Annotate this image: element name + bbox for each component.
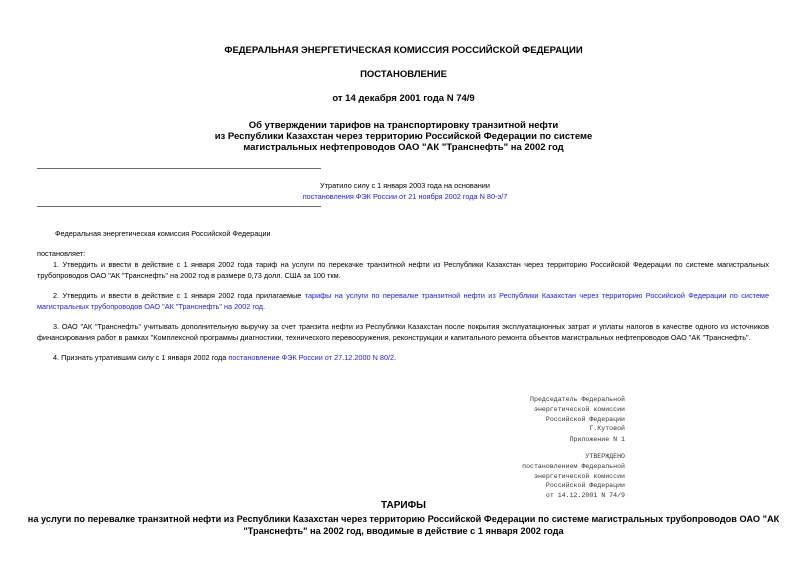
signature-line-3: Российской Федерации	[545, 415, 625, 423]
paragraph-4	[37, 352, 769, 363]
tariffs-heading: ТАРИФЫ	[381, 500, 426, 511]
approval-line-4: от 14.12.2001 N 74/9	[545, 492, 625, 500]
status-note	[300, 180, 510, 202]
intro-text: Федеральная энергетическая комиссия Российской Федерации	[55, 229, 271, 238]
document-title	[0, 120, 807, 153]
document-date: от 14 декабря 2001 года N 74/9	[332, 93, 475, 104]
approval-stamp: УТВЕРЖДЕНО	[585, 453, 625, 460]
signature-line-1: Председатель Федеральной	[530, 396, 625, 403]
title-line-3: магистральных нефтепроводов ОАО "АК "Транснефть" на 2002 год	[243, 142, 564, 153]
document-type: ПОСТАНОВЛЕНИЕ	[360, 69, 447, 80]
paragraph-3: 3. ОАО "АК "Транснефть" учитывать дополнительную выручку за счет транзита нефти из Республики Казахстан после покрытия эксплуатационных затрат и уплаты налогов в качестве одного из источников финансирования работ в рамках "Комплексной программы диагностики, технического перевооружения, реконструкции и капитального ремонта объектов магистральных нефтепроводов ОАО "АК "Транснефть".	[37, 322, 769, 342]
signature-block	[480, 395, 625, 434]
signature-name: Г.Кутовой	[589, 425, 625, 433]
tariffs-subtitle	[0, 514, 807, 537]
status-note-text: Утратило силу с 1 января 2003 года на основании	[320, 181, 490, 190]
tariffs-subtitle-line-2: "Транснефть" на 2002 год, вводимые в действие с 1 января 2002 года	[243, 525, 564, 536]
paragraph-2	[37, 290, 769, 312]
approval-line-2: энергетической комиссии	[533, 472, 625, 480]
approval-block	[480, 452, 625, 501]
divider-top	[37, 168, 321, 169]
paragraph-4-prefix: 4. Признать утратившим силу с 1 января 2002 года	[53, 353, 229, 362]
paragraph-4-suffix: .	[394, 353, 397, 362]
tariffs-subtitle-line-1: на услуги по перевалке транзитной нефти из Республики Казахстан через территорию Российской Федерации по системе магистральных трубопроводов ОАО "АК	[27, 514, 780, 524]
tariffs-appendix-link[interactable]: тарифы на услуги по перевалке транзитной нефти из Республики Казахстан через территорию Российской Федерации по системе магистральных трубопроводов ОАО "АК "Транснефть" на 2002 год	[37, 291, 769, 311]
signature-line-2: энергетической комиссии	[533, 405, 625, 413]
appendix-label: Приложение N 1	[569, 436, 625, 443]
approval-line-3: Российской Федерации	[545, 482, 625, 490]
title-line-2: из Республики Казахстан через территорию Российской Федерации по системе	[214, 131, 593, 142]
status-note-link[interactable]: постановления ФЭК России от 21 ноября 2002 года N 80-э/7	[302, 192, 508, 201]
agency-heading: ФЕДЕРАЛЬНАЯ ЭНЕРГЕТИЧЕСКАЯ КОМИССИЯ РОССИЙСКОЙ ФЕДЕРАЦИИ	[224, 45, 583, 56]
title-line-1: Об утверждении тарифов на транспортировку транзитной нефти	[248, 120, 559, 131]
paragraph-2-suffix: .	[263, 302, 266, 311]
resolves-text: постановляет:	[37, 249, 86, 258]
divider-bottom	[37, 206, 321, 207]
paragraph-2-prefix: 2. Утвердить и ввести в действие с 1 января 2002 года прилагаемые	[53, 291, 305, 300]
paragraph-1: 1. Утвердить и ввести в действие с 1 января 2002 года тариф на услуги по перекачке транзитной нефти из Республики Казахстан через территорию Российской Федерации по системе магистральных трубопроводов ОАО "АК "Транснефть" на 2002 год в размере 0,73 долл. США за 100 ткм.	[37, 260, 769, 280]
approval-line-1: постановлением Федеральной	[522, 462, 625, 470]
repealed-resolution-link[interactable]: постановление ФЭК России от 27.12.2000 N 80/2	[228, 353, 395, 362]
